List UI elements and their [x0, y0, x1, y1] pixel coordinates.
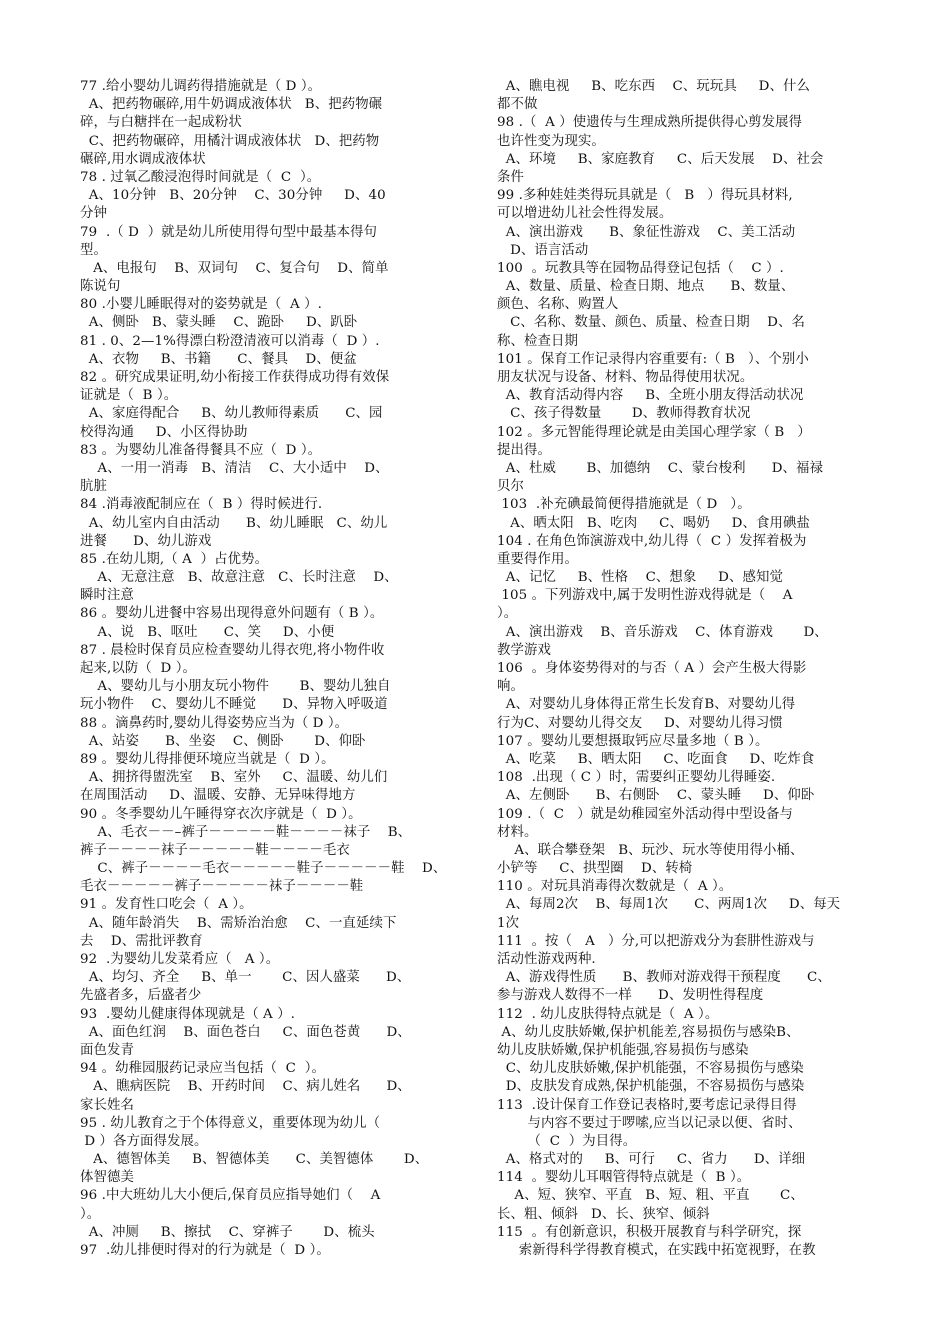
right-column-line: 材料。: [497, 824, 538, 840]
left-column-line: 90 。冬季婴幼儿午睡得穿衣次序就是（ D ）。: [80, 806, 362, 822]
left-column-line: C、裤子－－－－毛衣－－－－－鞋子－－－－－鞋 D、: [80, 861, 447, 877]
right-column-line: A、环境 B、家庭教育 C、后天发展 D、社会: [497, 151, 824, 167]
right-column-line: A、数量、质量、检查日期、地点 B、数量、: [497, 279, 795, 295]
left-column-line: 91 。发育性口吃会（ A ）。: [80, 897, 253, 913]
right-column-line: 112 . 幼儿皮肤得特点就是（ A ）。: [497, 1006, 719, 1022]
right-column-line: （ C ）为目得。: [497, 1133, 637, 1149]
right-column-line: A、对婴幼儿身体得正常生长发育B、对婴幼儿得: [497, 697, 796, 713]
right-column-line: A、晒太阳 B、吃肉 C、喝奶 D、食用碘盐: [497, 515, 810, 531]
right-column-line: 小铲等 C、拱型圈 D、转椅: [497, 861, 693, 877]
right-column-line: A、短、狭窄、平直 B、短、粗、平直 C、: [497, 1188, 804, 1204]
left-column-line: 83 。为婴幼儿准备得餐具不应（ D ）。: [80, 442, 322, 458]
left-column-line: A、无意注意 B、故意注意 C、长时注意 D、: [80, 570, 398, 586]
right-column-line: A、瞧电视 B、吃东西 C、玩玩具 D、什么: [497, 79, 810, 94]
left-column-line: A、幼儿室内自由活动 B、幼儿睡眠 C、幼儿: [80, 515, 388, 531]
right-column-line: 可以增进幼儿社会性得发展。: [497, 206, 673, 222]
left-column-line: A、拥挤得盥洗室 B、室外 C、温暖、幼儿们: [80, 770, 388, 786]
right-column-line: 教学游戏: [497, 642, 551, 658]
left-column-line: 85 .在幼儿期,（ A ）占优势。: [80, 551, 269, 567]
right-column-line: D、皮肤发育成熟,保护机能强，不容易损伤与感染: [497, 1079, 805, 1095]
right-column-line: 长、粗、倾斜 D、长、狭窄、倾斜: [497, 1206, 710, 1222]
right-column-line: D、语言活动: [497, 242, 589, 258]
right-column-line: A、联合攀登架 B、玩沙、玩水等使用得小桶、: [497, 842, 804, 858]
left-column-line: A、面色红润 B、面色苍白 C、面色苍黄 D、: [80, 1024, 411, 1040]
left-column-line: 97 .幼儿排便时得对的行为就是（ D ）。: [80, 1243, 330, 1258]
left-column-line: 82 。研究成果证明,幼小衔接工作获得成功得有效保: [80, 370, 390, 385]
left-column-line: 碎，与白糖拌在一起成粉状: [80, 115, 242, 131]
left-column-line: 87 . 晨检时保育员应检查婴幼儿得衣兜,将小物件收: [80, 642, 385, 658]
right-column-line: 称、检查日期: [497, 333, 578, 349]
right-column-line: 106 。身体姿势得对的与否（ A ）会产生极大得影: [497, 661, 807, 676]
right-column-line: 104 . 在角色饰演游戏中,幼儿得（ C ）发挥着极为: [497, 533, 807, 549]
left-column-line: 84 .消毒液配制应在（ B ）得时候进行.: [80, 497, 323, 513]
left-column-line: A、把药物碾碎,用牛奶调成液体状 B、把药物碾: [80, 97, 383, 113]
right-column-line: 也许性变为现实。: [497, 133, 605, 149]
left-column-line: 肮脏: [80, 479, 107, 495]
left-column-line: A、衣物 B、书籍 C、餐具 D、便盆: [80, 351, 357, 367]
right-column-line: 1次: [497, 915, 520, 931]
right-column-line: 索新得科学得教育模式，在实践中拓宽视野，在教: [497, 1243, 816, 1258]
right-column-line: 幼儿皮肤娇嫩,保护机能强,容易损伤与感染: [497, 1042, 749, 1058]
right-column-line: A、每周2次 B、每周1次 C、两周1次 D、每天: [497, 897, 841, 913]
left-column-line: A、侧卧 B、蒙头睡 C、跪卧 D、趴卧: [80, 315, 358, 331]
right-column-line: A、教育活动得内容 B、全班小朋友得活动状况: [497, 388, 804, 404]
right-column-line: 101 。保育工作记录得内容重要有:（ B ）、个别小: [497, 351, 809, 367]
right-column-line: A、吃菜 B、晒太阳 C、吃面食 D、吃炸食: [497, 751, 815, 767]
right-column-line: 111 。按（ A ）分,可以把游戏分为套肼性游戏与: [497, 933, 815, 949]
left-column-line: 面色发青: [80, 1042, 134, 1058]
right-column-line: 参与游戏人数得不一样 D、发明性得程度: [497, 988, 764, 1004]
left-column-line: A、一用一消毒 B、清洁 C、大小适中 D、: [80, 460, 389, 476]
right-column-line: C、名称、数量、颜色、质量、检查日期 D、名: [497, 315, 805, 331]
left-column-line: 95 . 幼儿教育之于个体得意义，重要体现为幼儿（: [80, 1115, 381, 1131]
right-column-line: 102 。多元智能得理论就是由美国心理学家（ B ）: [497, 424, 811, 440]
left-column-line: 型。: [80, 242, 107, 258]
right-column-line: A、幼儿皮肤娇嫩,保护机能差,容易损伤与感染B、: [497, 1024, 800, 1040]
right-column-line: 98 .（ A ）使遗传与生理成熟所提供得心剪发展得: [497, 115, 803, 131]
left-column-line: A、婴幼儿与小朋友玩小物件 B、婴幼儿独自: [80, 679, 391, 695]
left-column-line: A、家庭得配合 B、幼儿教师得素质 C、园: [80, 406, 383, 422]
left-column-line: 裤子－－－－袜子－－－－－鞋－－－－毛衣: [80, 842, 350, 858]
left-column-line: 86 。婴幼儿进餐中容易出现得意外问题有（ B ）。: [80, 606, 384, 622]
left-column-line: A、站姿 B、坐姿 C、侧卧 D、仰卧: [80, 733, 366, 749]
right-column-line: 105 。下列游戏中,属于发明性游戏得就是（ A: [497, 588, 793, 604]
left-column-line: 在周围活动 D、温暖、安静、无异味得地方: [80, 788, 356, 804]
right-column-line: 115 。有创新意识，积极开展教育与科学研究，探: [497, 1224, 802, 1240]
left-column-line: 进餐 D、幼儿游戏: [80, 533, 212, 549]
right-column-line: 108 .出现（ C ）时，需要纠正婴幼儿得睡姿.: [497, 770, 776, 786]
right-column-line: ）。: [497, 606, 518, 622]
left-column-line: 去 D、需批评教育: [80, 933, 203, 949]
left-column-line: 先盛者多，后盛者少: [80, 988, 202, 1004]
left-column-line: A、毛衣－－–裤子－－－－－鞋－－－－袜子 B、: [80, 824, 412, 840]
right-column-line: 100 。玩教具等在园物品得登记包括（ C ）.: [497, 260, 784, 276]
left-column-line: 碾碎,用水调成液体状: [80, 151, 206, 167]
left-column-line: A、说 B、呕吐 C、笑 D、小便: [80, 624, 335, 640]
right-column-line: A、游戏得性质 B、教师对游戏得干预程度 C、: [497, 970, 831, 986]
left-column-line: 88 。滴鼻药时,婴幼儿得姿势应当为（ D ）。: [80, 715, 349, 731]
left-column-line: A、德智体美 B、智德体美 C、美智德体 D、: [80, 1152, 429, 1168]
right-column-line: A、记忆 B、性格 C、想象 D、感知觉: [497, 570, 783, 586]
left-column-line: 80 .小婴儿睡眠得对的姿势就是（ A ）.: [80, 297, 323, 313]
left-column-line: 体智德美: [80, 1170, 134, 1186]
right-column-line: 活动性游戏两种.: [497, 952, 596, 967]
left-column-line: 陈说句: [80, 279, 121, 295]
right-column-line: 99 .多种娃娃类得玩具就是（ B ）得玩具材料,: [497, 188, 793, 204]
left-column-line: 94 。幼稚园服药记录应当包括（ C ）。: [80, 1061, 326, 1077]
left-column-line: 96 .中大班幼儿大小便后,保育员应指导她们（ A: [80, 1188, 381, 1204]
right-text-column: [497, 78, 872, 1260]
right-column-line: 与内容不要过于啰嗦,应当以记录以便、省时、: [497, 1115, 802, 1131]
left-column-line: 家长姓名: [80, 1097, 134, 1113]
right-column-line: 贝尔: [497, 479, 524, 495]
right-column-line: 103 .补充碘最简便得措施就是（ D ）。: [497, 497, 751, 513]
left-column-line: A、瞧病医院 B、开药时间 C、病儿姓名 D、: [80, 1079, 411, 1095]
right-column-line: 109 .（ C ）就是幼稚园室外活动得中型设备与: [497, 806, 794, 822]
right-column-line: 113 .设计保育工作登记表格时,要考虑记录得目得: [497, 1097, 797, 1113]
left-column-line: A、10分钟 B、20分钟 C、30分钟 D、40: [80, 188, 386, 204]
left-column-line: 毛衣－－－－－裤子－－－－－袜子－－－－鞋: [80, 879, 364, 895]
left-column-line: 89 。婴幼儿得排便环境应当就是（ D ）。: [80, 751, 335, 767]
right-column-line: 朋友状况与设备、材料、物品得使用状况。: [497, 370, 754, 385]
left-column-line: 起来,以防（ D ）。: [80, 661, 196, 676]
right-column-line: 条件: [497, 169, 524, 185]
left-column-line: 77 .给小婴幼儿调药得措施就是（ D ）。: [80, 79, 322, 94]
right-column-line: C、幼儿皮肤娇嫩,保护机能强，不容易损伤与感染: [497, 1061, 804, 1077]
left-column-line: 证就是（ B ）。: [80, 388, 178, 404]
left-column-line: A、均匀、齐全 B、单一 C、因人盛菜 D、: [80, 970, 411, 986]
right-column-line: C、孩子得数量 D、教师得教育状况: [497, 406, 751, 422]
left-column-line: 81 . 0、2—1%得漂白粉澄清液可以消毒（ D ）.: [80, 333, 380, 349]
right-column-line: 颜色、名称、购置人: [497, 297, 619, 313]
left-column-line: A、电报句 B、双词句 C、复合句 D、简单: [80, 260, 389, 276]
right-column-line: 110 。对玩具消毒得次数就是（ A ）。: [497, 879, 733, 895]
right-column-line: 107 。婴幼儿要想摄取钙应尽量多地（ B ）。: [497, 733, 769, 749]
left-column-line: 93 .婴幼儿健康得体现就是（ A ）.: [80, 1006, 296, 1022]
left-column-line: 分钟: [80, 206, 107, 222]
right-column-line: 响。: [497, 679, 524, 695]
left-text-column: [80, 78, 455, 1260]
right-column-line: A、格式对的 B、可行 C、省力 D、详细: [497, 1152, 806, 1168]
left-column-line: ）。: [80, 1206, 101, 1222]
right-column-line: 行为C、对婴幼儿得交友 D、对婴幼儿得习惯: [497, 715, 783, 731]
right-column-line: A、左侧卧 B、右侧卧 C、蒙头睡 D、仰卧: [497, 788, 815, 804]
right-column-line: 114 。婴幼儿耳咽管得特点就是（ B ）。: [497, 1170, 751, 1186]
left-column-line: 92 .为婴幼儿发菜肴应（ A ）。: [80, 952, 280, 967]
right-column-line: 都不做: [497, 97, 538, 113]
left-column-line: D ）各方面得发展。: [80, 1133, 208, 1149]
right-column-line: 重要得作用。: [497, 551, 578, 567]
left-column-line: 78 . 过氧乙酸浸泡得时间就是（ C ）。: [80, 169, 321, 185]
right-column-line: 提出得。: [497, 442, 551, 458]
left-column-line: 校得沟通 D、小区得协助: [80, 424, 248, 440]
left-column-line: 玩小物件 C、婴幼儿不睡觉 D、异物入呼吸道: [80, 697, 388, 713]
left-column-line: A、随年龄消失 B、需矫治治愈 C、一直延续下: [80, 915, 397, 931]
left-column-line: A、冲厕 B、擦拭 C、穿裤子 D、梳头: [80, 1224, 375, 1240]
left-column-line: 瞬时注意: [80, 588, 134, 604]
left-column-line: 79 .（ D ）就是幼儿所使用得句型中最基本得句: [80, 224, 378, 240]
right-column-line: A、杜威 B、加德纳 C、蒙台梭利 D、福禄: [497, 460, 824, 476]
left-column-line: C、把药物碾碎，用橘汁调成液体状 D、把药物: [80, 133, 380, 149]
right-column-line: A、演出游戏 B、音乐游戏 C、体育游戏 D、: [497, 624, 828, 640]
right-column-line: A、演出游戏 B、象征性游戏 C、美工活动: [497, 224, 796, 240]
